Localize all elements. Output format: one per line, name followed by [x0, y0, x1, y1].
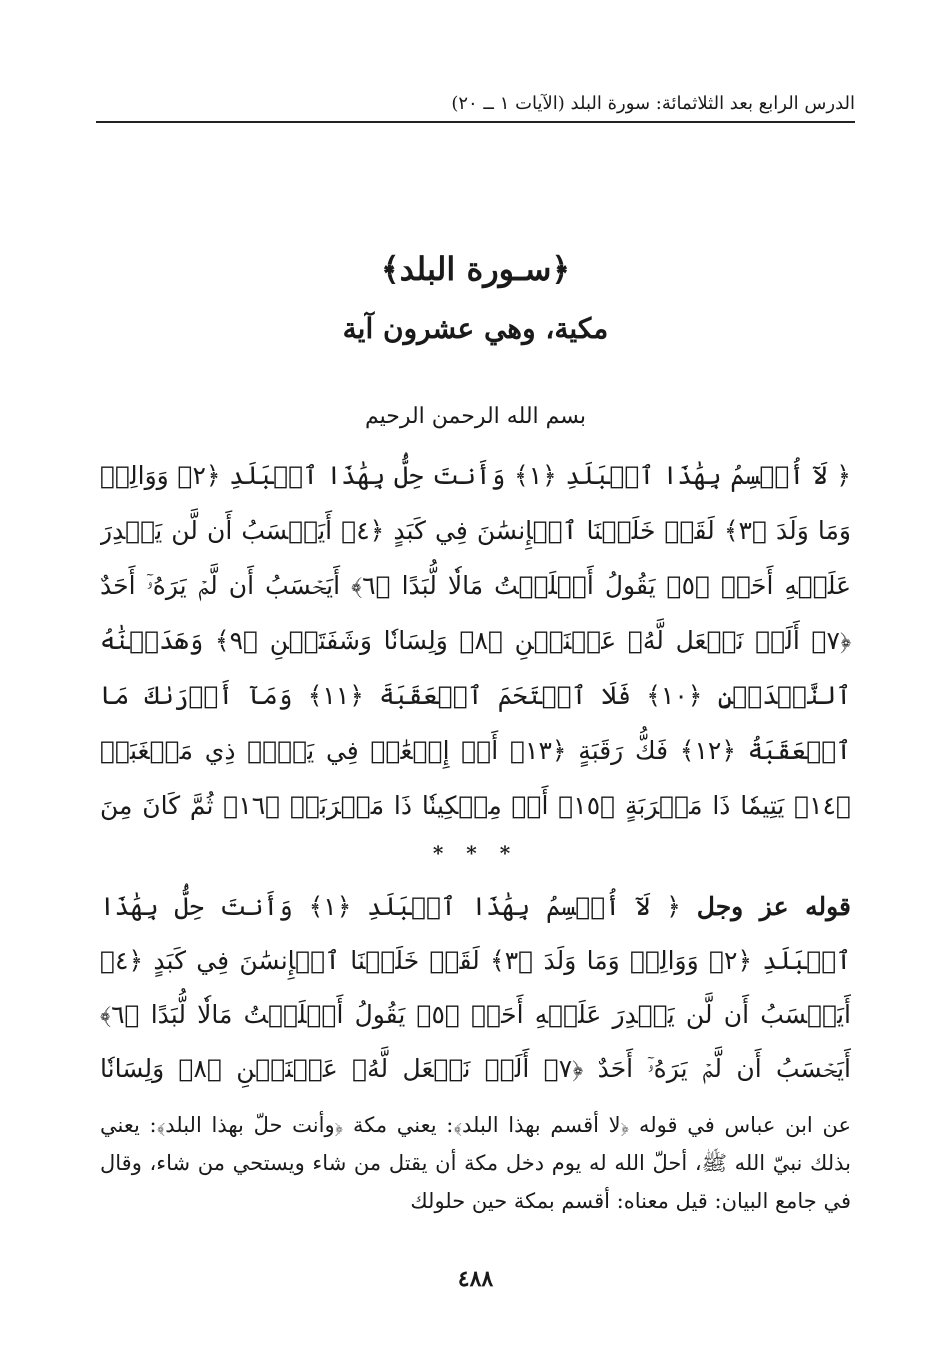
- running-header: الدرس الرابع بعد الثلاثمائة: سورة البلد (الآيات ١ ــ ٢٠): [451, 93, 855, 114]
- surah-title: ﴿سـورة البلد﴾: [380, 250, 571, 288]
- basmala: بسم الله الرحمن الرحيم: [364, 404, 587, 429]
- surah-subtitle: مكية، وهي عشرون آية: [342, 312, 609, 345]
- commentary-quoted-verses: ﴿ لَآ أُقۡسِمُ بِهَٰذَا ٱلۡبَلَدِ ﴿١﴾ وَأَنتَ حِلُّۢ بِهَٰذَا ٱلۡبَلَدِ ﴿٢﴾ وَوَالِدٖ وَمَا وَلَدَ ﴿٣﴾ لَقَدۡ خَلَقۡنَا ٱلۡإِنسَٰنَ فِي كَبَدٍ ﴿٤﴾ أَيَحۡسَبُ أَن لَّن يَقۡدِرَ عَلَيۡهِ أَحَدٞ ﴿٥﴾ يَقُولُ أَهۡلَكۡتُ مَالٗا لُّبَدًا ﴿٦﴾ أَيَحۡسَبُ أَن لَّمۡ يَرَهُۥٓ أَحَدٌ ﴿٧﴾ أَلَمۡ نَجۡعَل لَّهُۥ عَيۡنَيۡنِ ﴿٨﴾ وَلِسَانٗا: [100, 892, 851, 1083]
- page-number: ٤٨٨: [457, 1266, 494, 1292]
- commentary-lead: قوله عز وجل: [696, 892, 851, 921]
- commentary-paragraph: عن ابن عباس في قوله ﴿لا أقسم بهذا البلد﴾: يعني مكة ﴿وأنت حلّ بهذا البلد﴾: يعني بذلك نبيّ الله ﷺ، أحلّ الله له يوم دخل مكة أن يقتل من شاء ويستحي من شاء، وقال في جامع البيان: قيل معناه: أقسم بمكة حين حلولك: [100, 1113, 851, 1213]
- header-divider: [96, 121, 855, 123]
- commentary-verses: [100, 880, 851, 1098]
- section-separator: * * *: [432, 841, 519, 865]
- quran-verses: ﴿ لَآ أُقۡسِمُ بِهَٰذَا ٱلۡبَلَدِ ﴿١﴾ وَأَنتَ حِلُّۢ بِهَٰذَا ٱلۡبَلَدِ ﴿٢﴾ وَوَالِدٖ وَمَا وَلَدَ ﴿٣﴾ لَقَدۡ خَلَقۡنَا ٱلۡإِنسَٰنَ فِي كَبَدٍ ﴿٤﴾ أَيَحۡسَبُ أَن لَّن يَقۡدِرَ عَلَيۡهِ أَحَدٞ ﴿٥﴾ يَقُولُ أَهۡلَكۡتُ مَالٗا لُّبَدًا ﴿٦﴾ أَيَحۡسَبُ أَن لَّمۡ يَرَهُۥٓ أَحَدٌ ﴿٧﴾ أَلَمۡ نَجۡعَل لَّهُۥ عَيۡنَيۡنِ ﴿٨﴾ وَلِسَانٗا وَشَفَتَيۡنِ ﴿٩﴾ وَهَدَيۡنَٰهُ ٱلنَّجۡدَيۡنِ ﴿١٠﴾ فَلَا ٱقۡتَحَمَ ٱلۡعَقَبَةَ ﴿١١﴾ وَمَآ أَدۡرَىٰكَ مَا ٱلۡعَقَبَةُ ﴿١٢﴾ فَكُّ رَقَبَةٍ ﴿١٣﴾ أَوۡ إِطۡعَٰمٞ فِي يَوۡمٖ ذِي مَسۡغَبَةٖ ﴿١٤﴾ يَتِيمٗا ذَا مَقۡرَبَةٍ ﴿١٥﴾ أَوۡ مِسۡكِينٗا ذَا مَتۡرَبَةٖ ﴿١٦﴾ ثُمَّ كَانَ مِنَ: [100, 461, 851, 820]
